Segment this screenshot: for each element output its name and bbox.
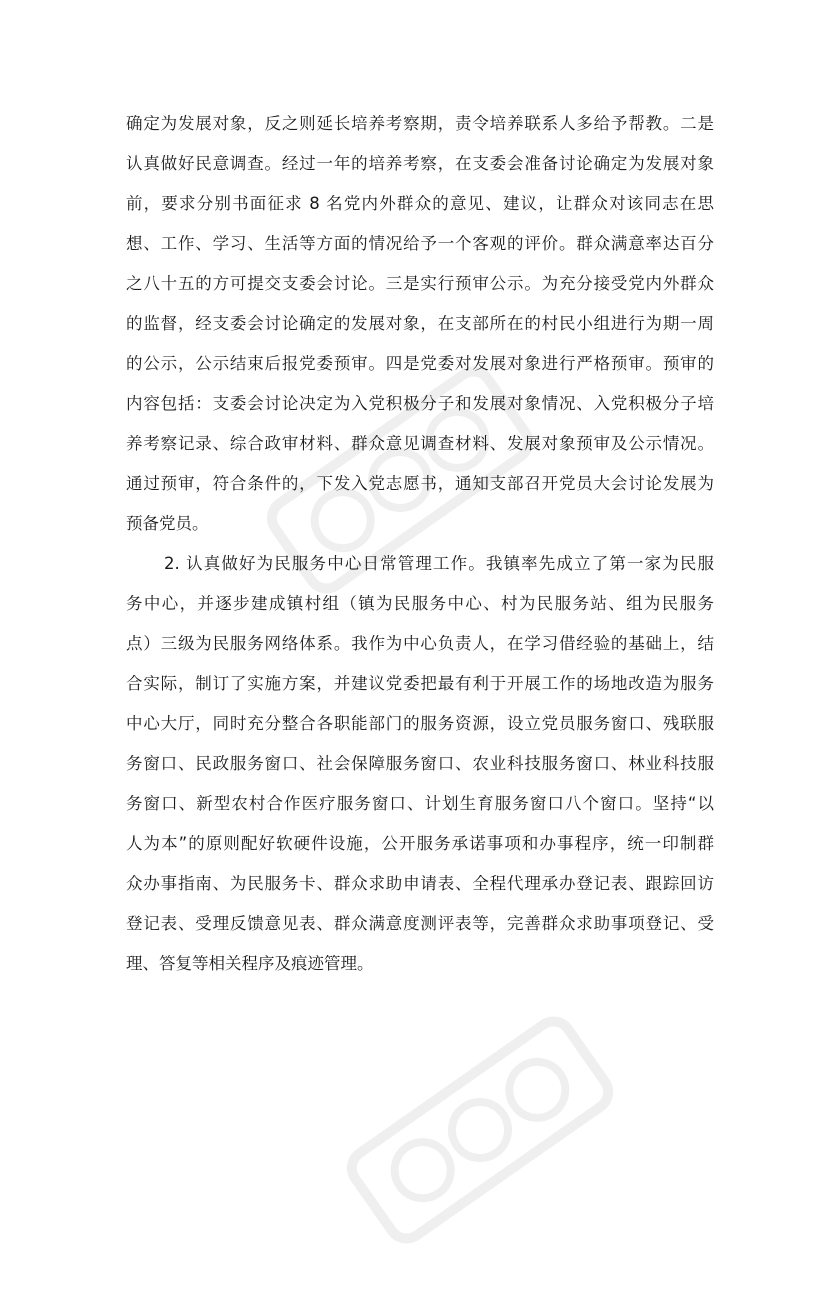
text-line: 预备党员。: [126, 514, 209, 533]
text-line: 通过预审，符合条件的，下发入党志愿书，通知支部召开党员大会讨论发展为: [126, 474, 714, 493]
text-line: 点）三级为民服务网络体系。我作为中心负责人，在学习借经验的基础上，结: [126, 634, 714, 653]
text-line: 养考察记录、综合政审材料、群众意见调查材料、发展对象预审及公示情况。: [126, 434, 714, 453]
text-line: 众办事指南、为民服务卡、群众求助申请表、全程代理承办登记表、跟踪回访: [126, 874, 714, 893]
document-body: [126, 104, 714, 984]
text-line: 中心大厅，同时充分整合各职能部门的服务资源，设立党员服务窗口、残联服: [126, 714, 714, 733]
text-line: 2. 认真做好为民服务中心日常管理工作。我镇率先成立了第一家为民服: [164, 554, 714, 573]
text-line: 确定为发展对象，反之则延长培养考察期，责令培养联系人多给予帮教。二是: [126, 114, 714, 133]
text-line: 想、工作、学习、生活等方面的情况给予一个客观的评价。群众满意率达百分: [126, 234, 714, 253]
watermark-icon: [306, 970, 655, 1290]
text-line: 理、答复等相关程序及痕迹管理。: [126, 954, 374, 973]
paragraph-service-center: [126, 544, 714, 984]
paragraph-party-development: [126, 104, 714, 544]
text-line: 之八十五的方可提交支委会讨论。三是实行预审公示。为充分接受党内外群众: [126, 274, 714, 293]
text-line: 登记表、受理反馈意见表、群众满意度测评表等，完善群众求助事项登记、受: [126, 914, 714, 933]
text-line: 的公示，公示结束后报党委预审。四是党委对发展对象进行严格预审。预审的: [126, 354, 714, 373]
text-line: 前，要求分别书面征求 8 名党内外群众的意见、建议，让群众对该同志在思: [126, 194, 714, 213]
text-line: 合实际，制订了实施方案，并建议党委把最有利于开展工作的场地改造为服务: [126, 674, 714, 693]
text-line: 内容包括：支委会讨论决定为入党积极分子和发展对象情况、入党积极分子培: [126, 394, 714, 413]
text-line: 人为本”的原则配好软硬件设施，公开服务承诺事项和办事程序，统一印制群: [126, 834, 714, 853]
text-line: 务窗口、新型农村合作医疗服务窗口、计划生育服务窗口八个窗口。坚持“以: [126, 794, 714, 813]
text-line: 务窗口、民政服务窗口、社会保障服务窗口、农业科技服务窗口、林业科技服: [126, 754, 714, 773]
text-line: 务中心，并逐步建成镇村组（镇为民服务中心、村为民服务站、组为民服务: [126, 594, 714, 613]
text-line: 的监督，经支委会讨论确定的发展对象，在支部所在的村民小组进行为期一周: [126, 314, 714, 333]
text-line: 认真做好民意调查。经过一年的培养考察，在支委会准备讨论确定为发展对象: [126, 154, 714, 173]
